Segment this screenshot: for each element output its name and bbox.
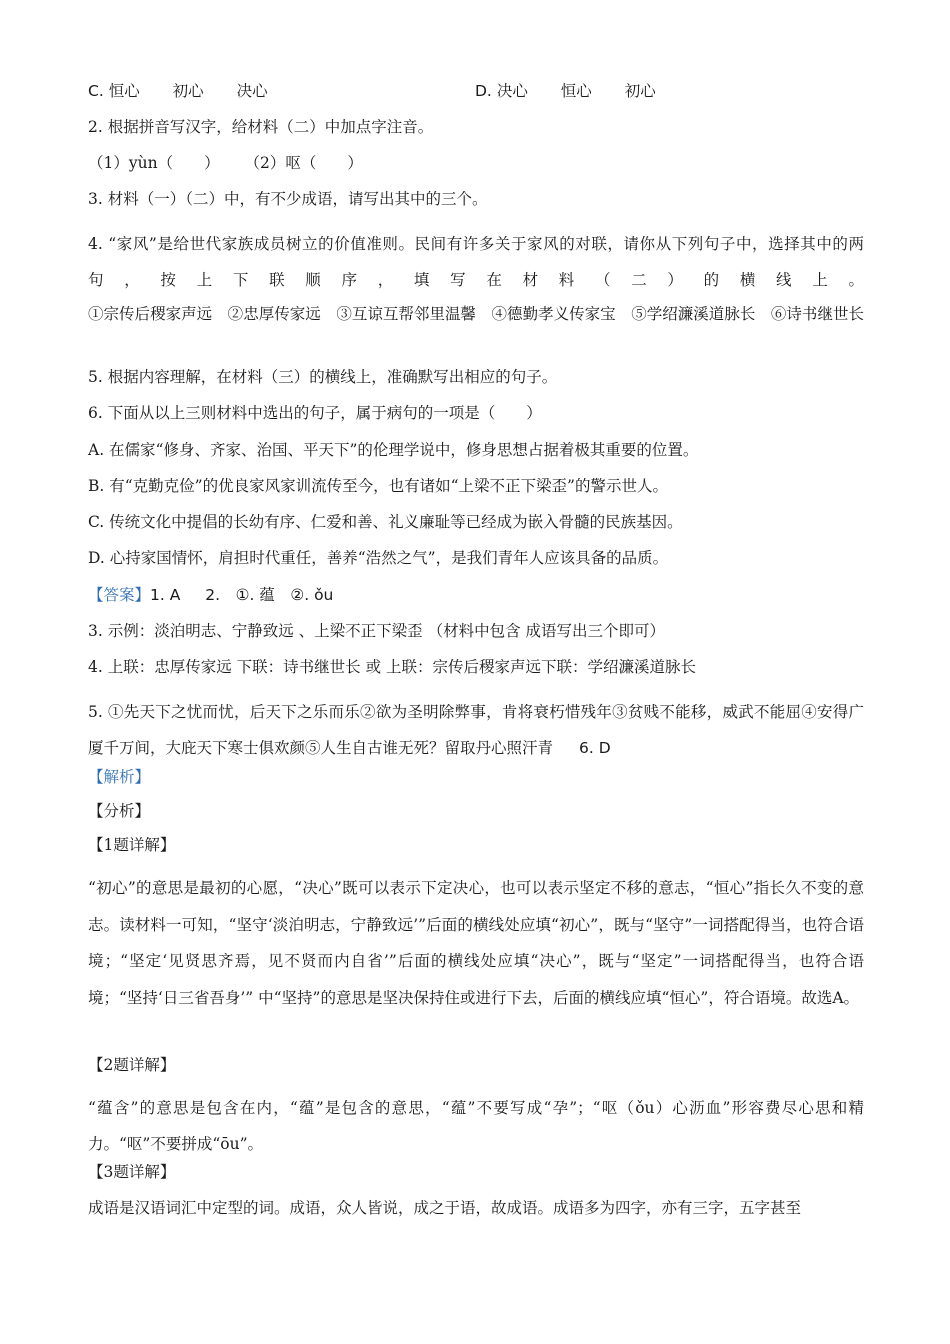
q6-option-c: C. 传统文化中提倡的长幼有序、仁爱和善、礼义廉耻等已经成为嵌入骨髓的民族基因。 — [88, 513, 683, 531]
q4-stem: 4. “家风”是给世代家族成员树立的价值准则。民间有许多关于家风的对联，请你从下列句子中，选择其中的两句，按上下联顺序，填写在材料（二）的横线上。 — [88, 235, 864, 289]
analysis-fenxi: 【分析】 — [88, 802, 151, 820]
q6-option-b: B. 有“克勤克俭”的优良家风家训流传至今，也有诸如“上梁不正下梁歪”的警示世人。 — [88, 477, 668, 495]
answer-6: 6. D — [579, 739, 611, 757]
answer-2: 2. ①. 蕴 ②. ǒu — [205, 586, 334, 604]
q1-option-c: C. 恒心 初心 决心 — [88, 82, 268, 100]
q6-option-d: D. 心持家国情怀，肩担时代重任，善养“浩然之气”，是我们青年人应该具备的品质。 — [88, 549, 669, 567]
analysis-para-3: 成语是汉语词汇中定型的词。成语，众人皆说，成之于语，故成语。成语多为四字，亦有三字，五字甚至 — [88, 1199, 802, 1217]
q6-option-a: A. 在儒家“修身、齐家、治国、平天下”的伦理学说中，修身思想占据着极其重要的位置。 — [88, 441, 699, 459]
answer-3: 3. 示例：淡泊明志、宁静致远 、上梁不正下梁歪 （材料中包含 成语写出三个即可） — [88, 622, 665, 640]
answer-4: 4. 上联：忠厚传家远 下联：诗书继世长 或 上联：宗传后稷家声远下联：学绍濂溪道脉长 — [88, 658, 696, 676]
answer-row-1 — [88, 585, 864, 605]
answer-1: 1. A — [150, 586, 181, 604]
analysis-para-1: “初心”的意思是最初的心愿，“决心”既可以表示下定决心，也可以表示坚定不移的意志，“恒心”指长久不变的意志。读材料一可知，“坚守‘淡泊明志，宁静致远’”后面的横线处应填“初心”，既与“坚守”一词搭配得当，也符合语境；“坚定‘见贤思齐焉，见不贤而内自省’”后面的横线处应填“决心”，既与“坚定”一词搭配得当，也符合语境；“坚持‘日三省吾身’” 中“坚持”的意思是坚决保持住或进行下去，后面的横线应填“恒心”，符合语境。故选A。 — [88, 879, 864, 1007]
analysis-heading-3: 【3题详解】 — [88, 1163, 176, 1181]
q3-stem: 3. 材料（一）（二）中，有不少成语，请写出其中的三个。 — [88, 190, 488, 208]
answer-5: 5. ①先天下之忧而忧，后天下之乐而乐②欲为圣明除弊事，肯将衰朽惜残年③贫贱不能移，威武不能屈④安得广厦千万间，大庇天下寒士俱欢颜⑤人生自古谁无死？留取丹心照汗青 — [88, 703, 864, 757]
q2-items — [88, 153, 864, 173]
answer-tag: 【答案】 — [88, 586, 151, 604]
q4-options: ①宗传后稷家声远 ②忠厚传家远 ③互谅互帮邻里温馨 ④德勤孝义传家宝 ⑤学绍濂溪道脉长 ⑥诗书继世长 — [88, 305, 864, 323]
q1-option-d: D. 决心 恒心 初心 — [475, 82, 656, 100]
q2-item-1: （1）yùn（ ） — [88, 154, 220, 172]
analysis-heading-1: 【1题详解】 — [88, 836, 176, 854]
q6-stem: 6. 下面从以上三则材料中选出的句子，属于病句的一项是（ ） — [88, 404, 542, 422]
q2-stem: 2. 根据拼音写汉字，给材料（二）中加点字注音。 — [88, 118, 434, 136]
analysis-tag: 【解析】 — [88, 768, 151, 786]
analysis-heading-2: 【2题详解】 — [88, 1056, 176, 1074]
analysis-para-2: “蕴含”的意思是包含在内，“蕴”是包含的意思，“蕴”不要写成“孕”；“呕（ǒu）心沥血”形容费尽心思和精力。“呕”不要拼成“ōu”。 — [88, 1099, 864, 1153]
answer-5-block — [88, 694, 864, 766]
q5-stem: 5. 根据内容理解，在材料（三）的横线上，准确默写出相应的句子。 — [88, 368, 558, 386]
q2-item-2: （2）呕（ ） — [244, 154, 363, 172]
